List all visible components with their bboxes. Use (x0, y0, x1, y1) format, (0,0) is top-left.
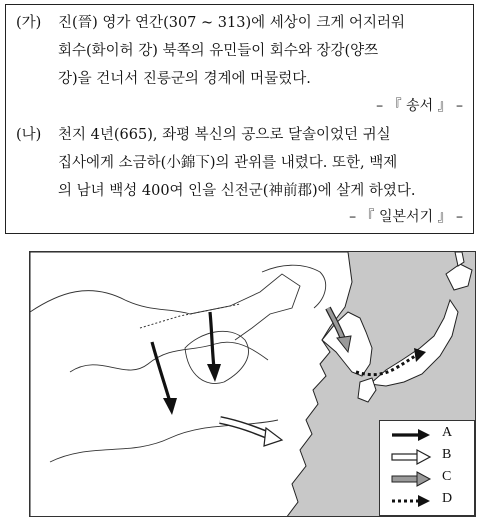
hollow-white-arrow-icon (390, 449, 434, 465)
legend-row-a (390, 425, 472, 445)
passage-a-line-1: 진(晉) 영가 연간(307 ~ 313)에 세상이 크게 어지러워 (58, 15, 405, 31)
legend-row-c (390, 469, 472, 489)
passage-b-line-1: 천지 4년(665), 좌평 복신의 공으로 달솔이었던 귀실 (58, 127, 391, 143)
dotted-arrow-icon (390, 493, 434, 509)
legend-label-b: B (442, 447, 452, 462)
map-legend (379, 420, 475, 516)
passage-b-tag: (나) (16, 127, 42, 143)
passage-a-line-2: 회수(화이허 강) 북쪽의 유민들이 회수와 장강(양쯔 (58, 43, 379, 59)
passage-a-source: – 『 송서 』 – (376, 98, 463, 114)
passage-a-tag: (가) (16, 15, 42, 31)
legend-row-b (390, 447, 472, 467)
passage-b-line-2: 집사에게 소금하(小錦下)의 관위를 내렸다. 또한, 백제 (58, 155, 398, 171)
legend-label-a: A (442, 425, 453, 440)
solid-black-arrow-icon (390, 427, 434, 443)
passage-b-line-3: 의 남녀 백성 400여 인을 신전군(神前郡)에 살게 하였다. (58, 183, 416, 199)
gray-arrow-icon (390, 471, 434, 487)
passage-a-line-3: 강)을 건너서 진릉군의 경계에 머물렀다. (58, 71, 311, 87)
passage-box (5, 4, 474, 234)
passage-b (16, 121, 472, 205)
legend-label-c: C (442, 469, 452, 484)
passage-a (16, 9, 472, 93)
legend-row-d (390, 491, 472, 511)
passage-b-source: – 『 일본서기 』 – (349, 209, 463, 225)
legend-label-d: D (442, 491, 453, 506)
historical-map (29, 251, 476, 517)
